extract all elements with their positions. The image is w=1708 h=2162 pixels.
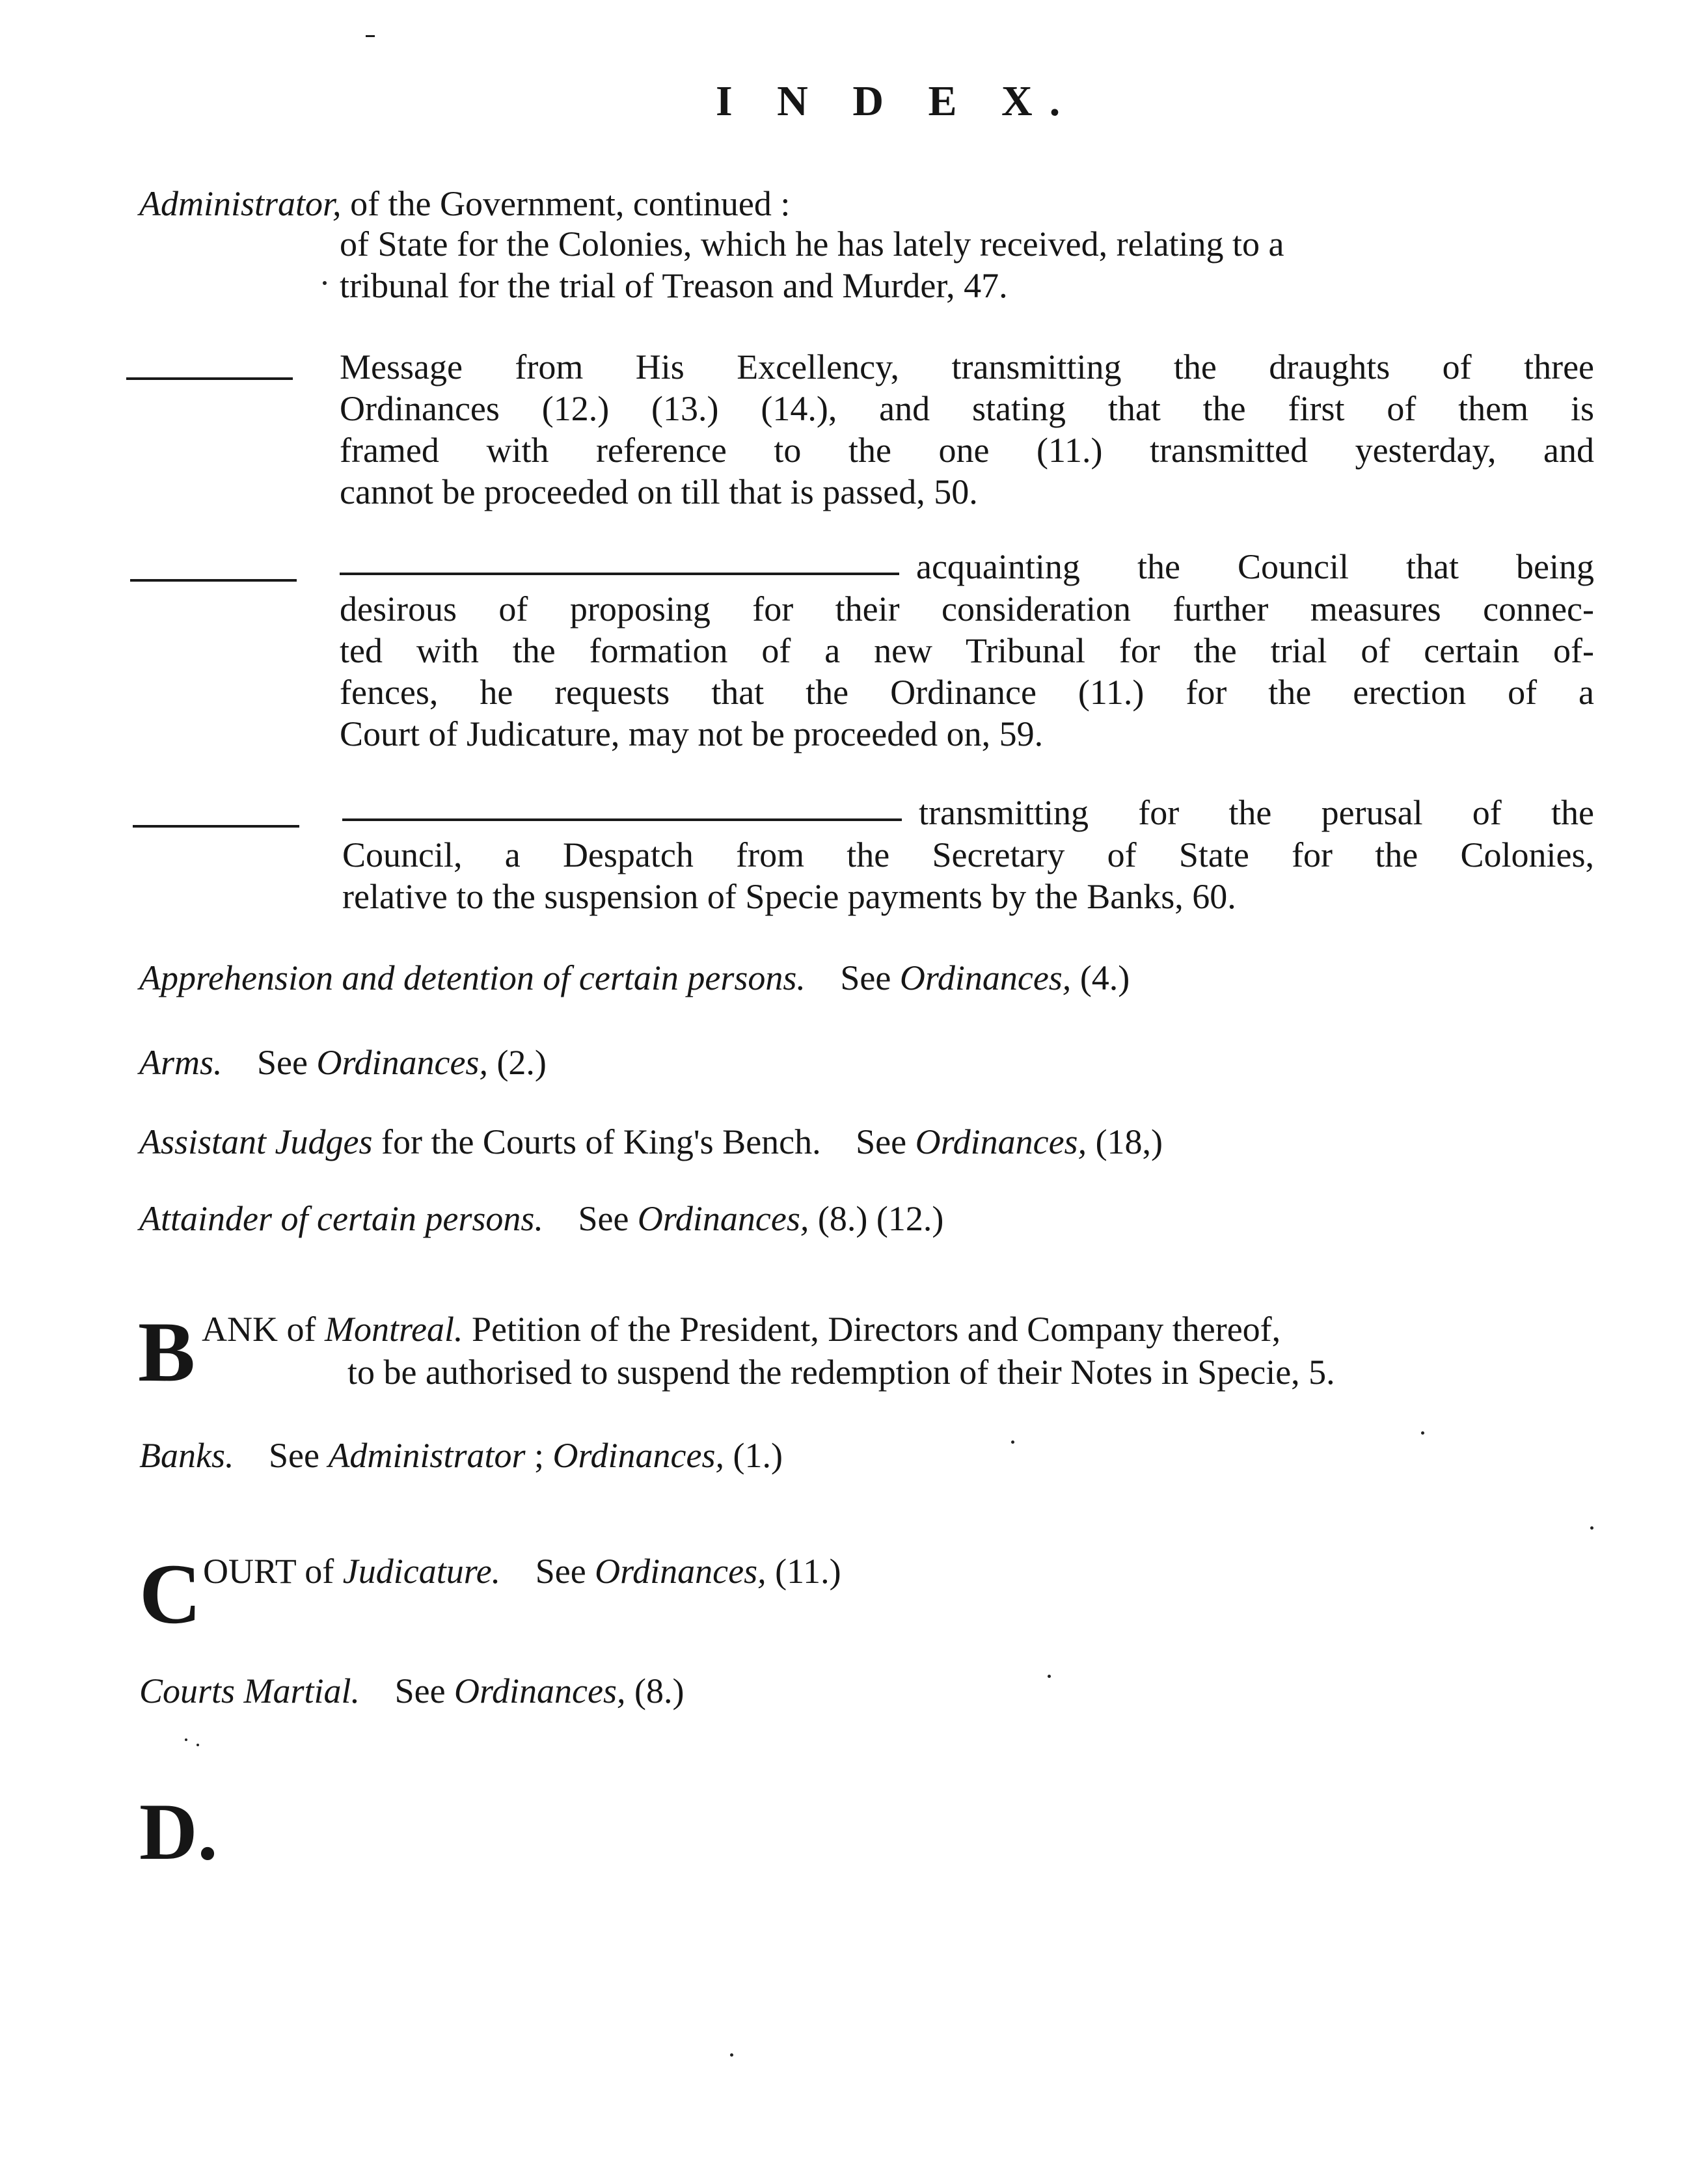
see-label: See xyxy=(535,1552,586,1591)
message-line: Court of Judicature, may not be proceeded on, 59. xyxy=(340,714,1044,753)
print-speck xyxy=(366,35,375,37)
entry-line: of State for the Colonies, which he has lately received, relating to a xyxy=(340,224,1284,263)
entry-arms xyxy=(139,1041,547,1084)
see-label: See xyxy=(578,1199,629,1238)
cross-reference: Ordinances, xyxy=(552,1436,724,1475)
print-speck xyxy=(185,1738,187,1741)
cross-reference: Ordinances, xyxy=(454,1671,626,1710)
entry-administrator-heading xyxy=(139,182,790,225)
entry-term-caps: OURT xyxy=(203,1552,296,1591)
print-speck xyxy=(730,2053,733,2057)
entry-term: Banks. xyxy=(139,1436,234,1475)
ditto-rule xyxy=(130,579,297,582)
separator: ; xyxy=(534,1436,544,1475)
ordinance-number: (8.) (12.) xyxy=(817,1199,944,1238)
see-label: See xyxy=(840,958,891,997)
see-label: See xyxy=(257,1043,308,1082)
see-label: See xyxy=(856,1122,907,1161)
ditto-rule-long xyxy=(340,573,899,575)
cross-reference: Administrator xyxy=(328,1436,526,1475)
entry-text: of xyxy=(295,1552,343,1591)
message-line: relative to the suspension of Specie payments by the Banks, 60. xyxy=(342,877,1236,916)
print-speck xyxy=(1590,1526,1593,1530)
entry-court xyxy=(203,1550,841,1593)
entry-banks xyxy=(139,1434,783,1477)
section-initial-b: B xyxy=(138,1304,196,1399)
entry-text: of xyxy=(278,1310,325,1349)
print-speck xyxy=(1011,1440,1014,1444)
entry-place: Montreal. xyxy=(324,1310,463,1349)
message-line: fences, he requests that the Ordinance (11.) for the erection of a xyxy=(340,673,1594,712)
cross-reference: Ordinances, xyxy=(915,1122,1087,1161)
message-line: acquainting the Council that being xyxy=(916,547,1594,586)
section-heading-d: D. xyxy=(139,1787,218,1876)
cross-reference: Ordinances, xyxy=(595,1552,766,1591)
message-block-2 xyxy=(340,588,1594,755)
message-line: desirous of proposing for their consideration further measures connec- xyxy=(340,589,1594,628)
entry-text: Petition of the President, Directors and Company thereof, xyxy=(463,1310,1281,1349)
entry-term: Courts Martial. xyxy=(139,1671,360,1710)
ordinance-number: (2.) xyxy=(496,1043,547,1082)
message-line: Message from His Excellency, transmitting the draughts of three xyxy=(340,347,1594,386)
ordinance-number: (18,) xyxy=(1095,1122,1163,1161)
message-line: transmitting for the perusal of the xyxy=(919,793,1594,832)
message-block-1 xyxy=(340,346,1594,513)
cross-reference: Ordinances, xyxy=(637,1199,809,1238)
message-line: ted with the formation of a new Tribunal for the trial of certain of- xyxy=(340,631,1594,670)
ordinance-number: (11.) xyxy=(775,1552,841,1591)
message-line: Council, a Despatch from the Secretary of State for the Colonies, xyxy=(342,835,1594,874)
ditto-rule xyxy=(133,825,299,828)
ordinance-number: (8.) xyxy=(634,1671,685,1710)
entry-line: tribunal for the trial of Treason and Murder, 47. xyxy=(340,266,1008,305)
entry-term-caps: ANK xyxy=(202,1310,278,1349)
entry-term: Administrator, xyxy=(139,184,342,223)
entry-apprehension xyxy=(139,956,1130,999)
entry-assistant-judges xyxy=(139,1120,1163,1163)
ordinance-number: (1.) xyxy=(733,1436,783,1475)
entry-term: Arms. xyxy=(139,1043,223,1082)
ordinance-number: (4.) xyxy=(1079,958,1130,997)
see-label: See xyxy=(394,1671,446,1710)
entry-term: Apprehension and detention of certain persons. xyxy=(139,958,806,997)
entry-attainder xyxy=(139,1197,943,1240)
entry-bank-line2: to be authorised to suspend the redemption of their Notes in Specie, 5. xyxy=(347,1353,1335,1392)
entry-bank-line1 xyxy=(202,1308,1281,1351)
print-speck xyxy=(197,1744,199,1746)
message-block-3 xyxy=(342,834,1594,917)
entry-text: of the Government, continued : xyxy=(341,184,791,223)
message-line: cannot be proceeded on till that is passed, 50. xyxy=(340,472,978,511)
cross-reference: Ordinances, xyxy=(316,1043,488,1082)
page-title: I N D E X. xyxy=(716,77,1078,125)
cross-reference: Ordinances, xyxy=(899,958,1072,997)
entry-text: for the Courts of King's Bench. xyxy=(381,1122,821,1161)
print-speck xyxy=(1048,1675,1051,1678)
message-line: Ordinances (12.) (13.) (14.), and stating that the first of them is xyxy=(340,389,1594,428)
entry-term: Attainder of certain persons. xyxy=(139,1199,543,1238)
ditto-rule-long xyxy=(342,818,902,821)
entry-term: Assistant Judges xyxy=(139,1122,373,1161)
ditto-rule xyxy=(126,377,293,380)
section-initial-c: C xyxy=(139,1546,202,1642)
print-speck xyxy=(1421,1431,1424,1435)
entry-term: Judicature. xyxy=(342,1552,501,1591)
print-speck xyxy=(323,281,327,285)
message-line: framed with reference to the one (11.) transmitted yesterday, and xyxy=(340,431,1594,470)
see-label: See xyxy=(268,1436,319,1475)
entry-courts-martial xyxy=(139,1669,684,1712)
